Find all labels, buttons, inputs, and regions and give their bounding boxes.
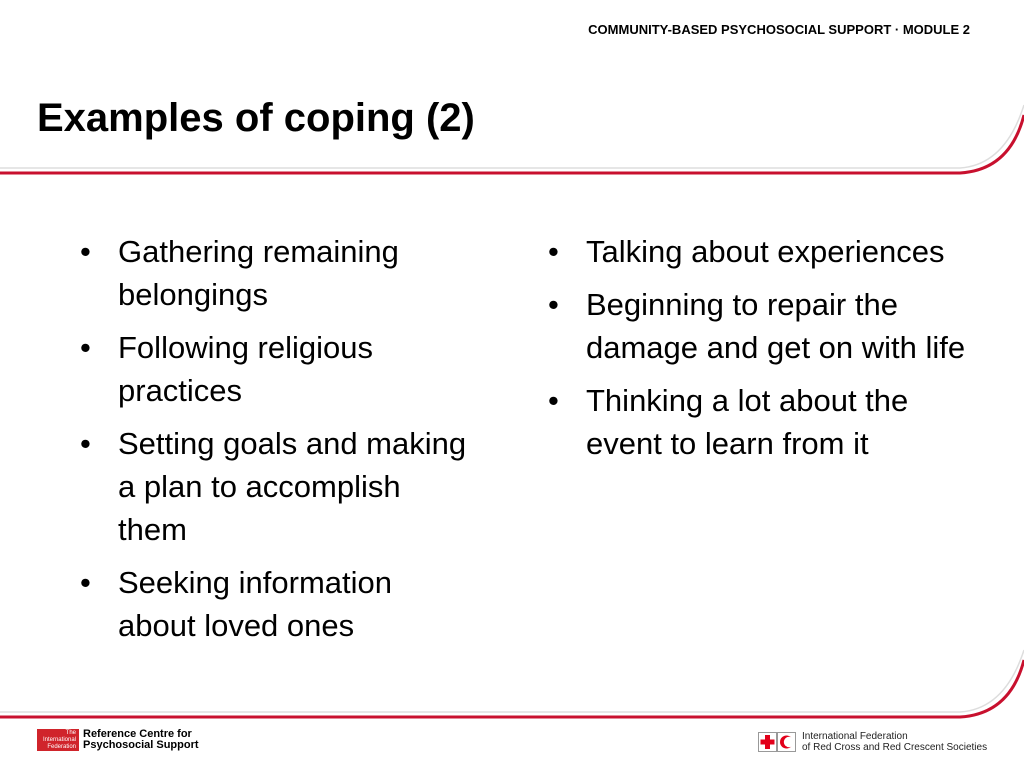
list-item: [80, 422, 475, 551]
list-item: [548, 379, 988, 465]
ifrc-name: International Federation of Red Cross and Red Crescent Societies: [802, 731, 988, 753]
ifrc-logo: [758, 731, 987, 753]
page-title: Examples of coping (2): [37, 96, 475, 140]
red-cross-red-crescent-emblem-icon: [758, 732, 796, 752]
left-bullet-list: [80, 230, 475, 657]
list-item-text: Setting goals and making a plan to accomplish them: [118, 426, 467, 547]
reference-centre-name: Reference Centre for Psychosocial Support: [83, 728, 199, 751]
list-item: [80, 326, 475, 412]
list-item: [548, 230, 988, 273]
list-item: [80, 230, 475, 316]
ifrc-reference-centre-logo-icon: The International Federation: [37, 729, 79, 751]
list-item-text: Talking about experiences: [586, 234, 945, 269]
list-item-text: Gathering remaining belongings: [118, 234, 399, 312]
list-item-text: Thinking a lot about the event to learn from it: [586, 383, 909, 461]
list-item: [548, 283, 988, 369]
list-item-text: Seeking information about loved ones: [118, 565, 392, 643]
right-bullet-list: [548, 230, 988, 475]
bullet-icon: •: [548, 287, 559, 322]
footer-grey-curve: [0, 650, 1024, 712]
reference-centre-logo: [37, 729, 199, 751]
bullet-icon: •: [80, 234, 91, 269]
footer-red-curve: [0, 660, 1024, 717]
bullet-icon: •: [548, 234, 559, 269]
bullet-icon: •: [80, 565, 91, 600]
module-label: COMMUNITY-BASED PSYCHOSOCIAL SUPPORT · MODULE 2: [588, 22, 970, 37]
bullet-icon: •: [548, 383, 559, 418]
list-item-text: Following religious practices: [118, 330, 374, 408]
bullet-icon: •: [80, 426, 91, 461]
list-item: [80, 561, 475, 647]
bullet-icon: •: [80, 330, 91, 365]
list-item-text: Beginning to repair the damage and get on with life: [586, 287, 966, 365]
